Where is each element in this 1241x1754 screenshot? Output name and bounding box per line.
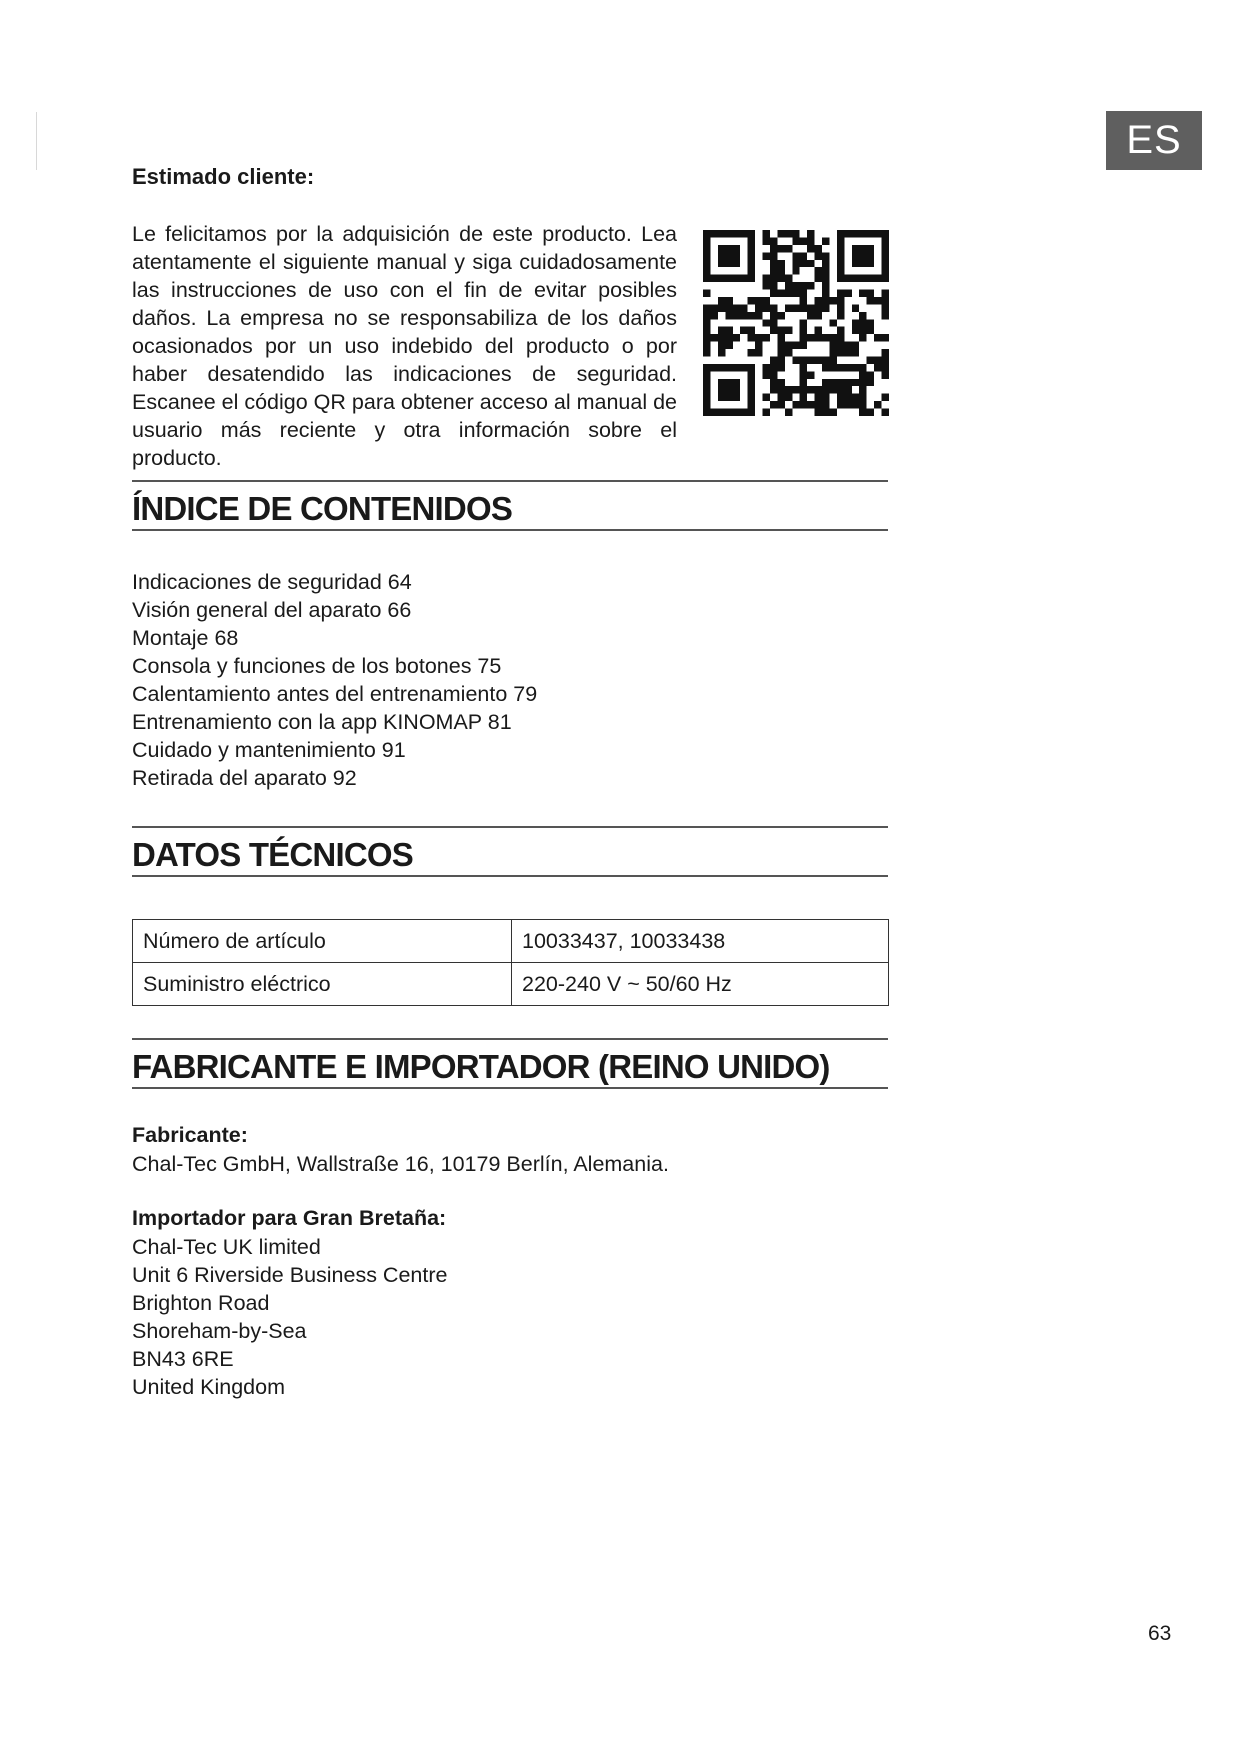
language-tab: ES — [1106, 111, 1202, 170]
toc-item[interactable]: Visión general del aparato 66 — [132, 598, 412, 622]
importer-line: United Kingdom — [132, 1375, 285, 1399]
greeting: Estimado cliente: — [132, 164, 315, 189]
toc-item[interactable]: Calentamiento antes del entrenamiento 79 — [132, 682, 538, 706]
importer-line: Unit 6 Riverside Business Centre — [132, 1263, 448, 1287]
qr-code[interactable] — [703, 230, 889, 416]
importer-line: BN43 6RE — [132, 1347, 234, 1371]
toc-item[interactable]: Indicaciones de seguridad 64 — [132, 570, 412, 594]
manufacturer-heading: FABRICANTE E IMPORTADOR (REINO UNIDO) — [132, 1038, 888, 1089]
toc-item[interactable]: Montaje 68 — [132, 626, 239, 650]
toc-item[interactable]: Entrenamiento con la app KINOMAP 81 — [132, 710, 512, 734]
importer-line: Shoreham-by-Sea — [132, 1319, 307, 1343]
table-row — [133, 920, 889, 963]
toc-list — [132, 568, 537, 792]
tech-table — [132, 919, 889, 1006]
intro-paragraph: Le felicitamos por la adquisición de este producto. Lea atentamente el siguiente manual y siga cuidadosamente las instrucciones de uso con el fin de evitar posibles daños. La empresa no se responsabiliza de los daños ocasionados por un uso indebido del producto o por haber desatendido las indicaciones de seguridad. Escanee el código QR para obtener acceso al manual de usuario más reciente y otra información sobre el producto. — [132, 222, 678, 470]
toc-heading: ÍNDICE DE CONTENIDOS — [132, 480, 888, 531]
tech-label-power: Suministro eléctrico — [133, 963, 512, 1006]
tech-value-article: 10033437, 10033438 — [512, 920, 889, 963]
manufacturer-address: Chal-Tec GmbH, Wallstraße 16, 10179 Berlín, Alemania. — [132, 1152, 669, 1176]
table-row — [133, 963, 889, 1006]
page-edge-line — [36, 112, 37, 170]
tech-label-article: Número de artículo — [133, 920, 512, 963]
importer-label: Importador para Gran Bretaña: — [132, 1206, 447, 1230]
page-number: 63 — [1148, 1622, 1172, 1645]
toc-item[interactable]: Retirada del aparato 92 — [132, 766, 357, 790]
importer-line: Brighton Road — [132, 1291, 270, 1315]
manufacturer-label: Fabricante: — [132, 1123, 248, 1147]
tech-heading: DATOS TÉCNICOS — [132, 826, 888, 877]
toc-item[interactable]: Cuidado y mantenimiento 91 — [132, 738, 406, 762]
toc-item[interactable]: Consola y funciones de los botones 75 — [132, 654, 502, 678]
importer-line: Chal-Tec UK limited — [132, 1235, 321, 1259]
importer-address — [132, 1233, 447, 1401]
tech-value-power: 220-240 V ~ 50/60 Hz — [512, 963, 889, 1006]
